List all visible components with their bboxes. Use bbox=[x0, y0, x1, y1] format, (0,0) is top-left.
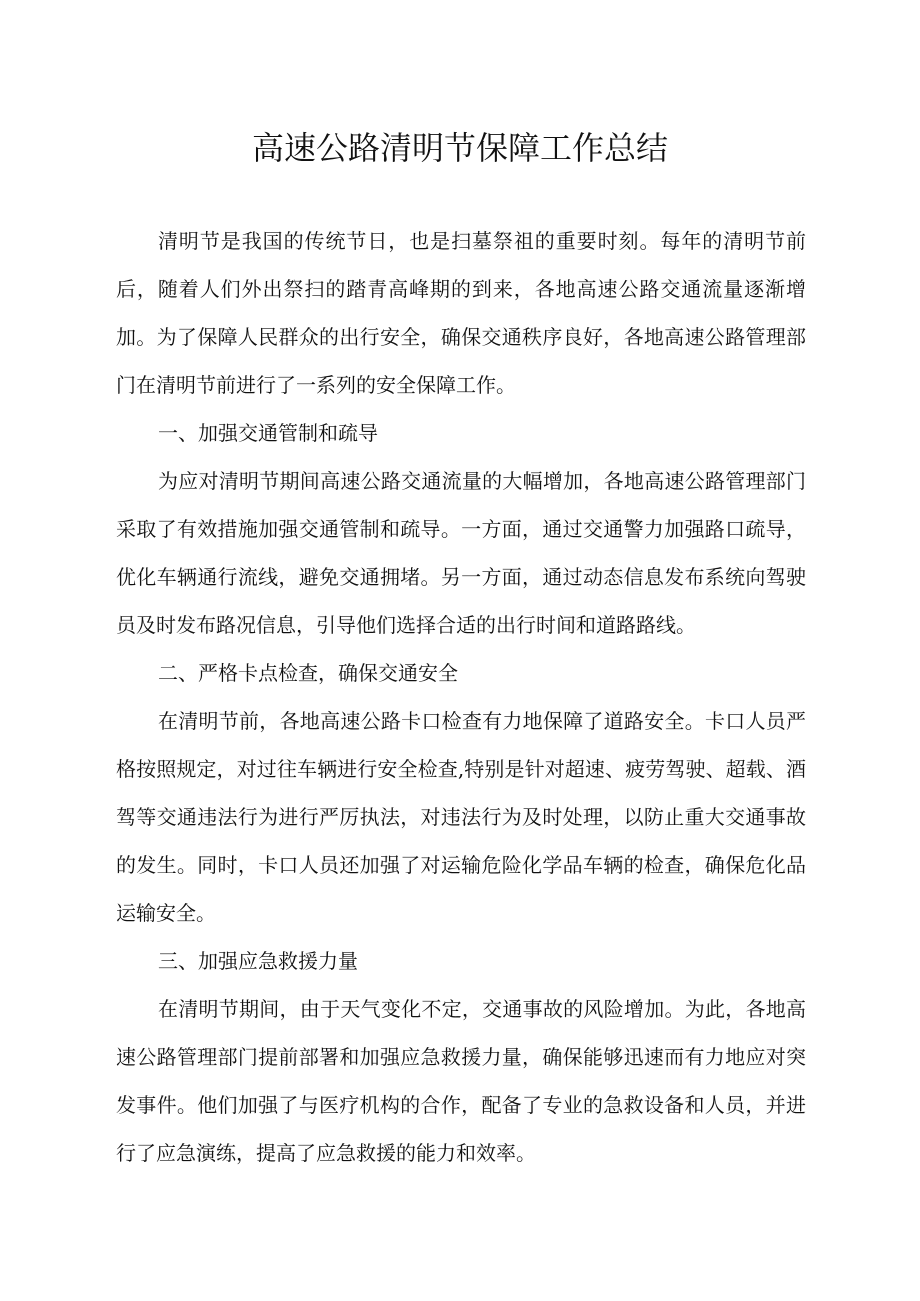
section-heading-2: 二、严格卡点检查，确保交通安全 bbox=[158, 661, 458, 685]
document-title: 高速公路清明节保障工作总结 bbox=[251, 129, 668, 167]
section-heading-3: 三、加强应急救援力量 bbox=[158, 949, 358, 973]
section-paragraph-1: 为应对清明节期间高速公路交通流量的大幅增加，各地高速公路管理部门采取了有效措施加强交通管制和疏导。一方面，通过交通警力加强路口疏导，优化车辆通行流线，避免交通拥堵。另一方面，通过动态信息发布系统向驾驶员及时发布路况信息，引导他们选择合适的出行时间和道路路线。 bbox=[116, 469, 806, 637]
section-paragraph-3: 在清明节期间，由于天气变化不定，交通事故的风险增加。为此，各地高速公路管理部门提前部署和加强应急救援力量，确保能够迅速而有力地应对突发事件。他们加强了与医疗机构的合作，配备了专业的急救设备和人员，并进行了应急演练，提高了应急救援的能力和效率。 bbox=[116, 997, 806, 1165]
section-paragraph-2: 在清明节前，各地高速公路卡口检查有力地保障了道路安全。卡口人员严格按照规定，对过往车辆进行安全检查,特别是针对超速、疲劳驾驶、超载、酒驾等交通违法行为进行严厉执法，对违法行为及时处理，以防止重大交通事故的发生。同时，卡口人员还加强了对运输危险化学品车辆的检查，确保危化品运输安全。 bbox=[116, 709, 806, 925]
section-heading-1: 一、加强交通管制和疏导 bbox=[158, 421, 378, 445]
intro-paragraph: 清明节是我国的传统节日，也是扫墓祭祖的重要时刻。每年的清明节前后，随着人们外出祭扫的踏青高峰期的到来，各地高速公路交通流量逐渐增加。为了保障人民群众的出行安全，确保交通秩序良好，各地高速公路管理部门在清明节前进行了一系列的安全保障工作。 bbox=[116, 229, 806, 397]
document-body bbox=[116, 217, 806, 1177]
